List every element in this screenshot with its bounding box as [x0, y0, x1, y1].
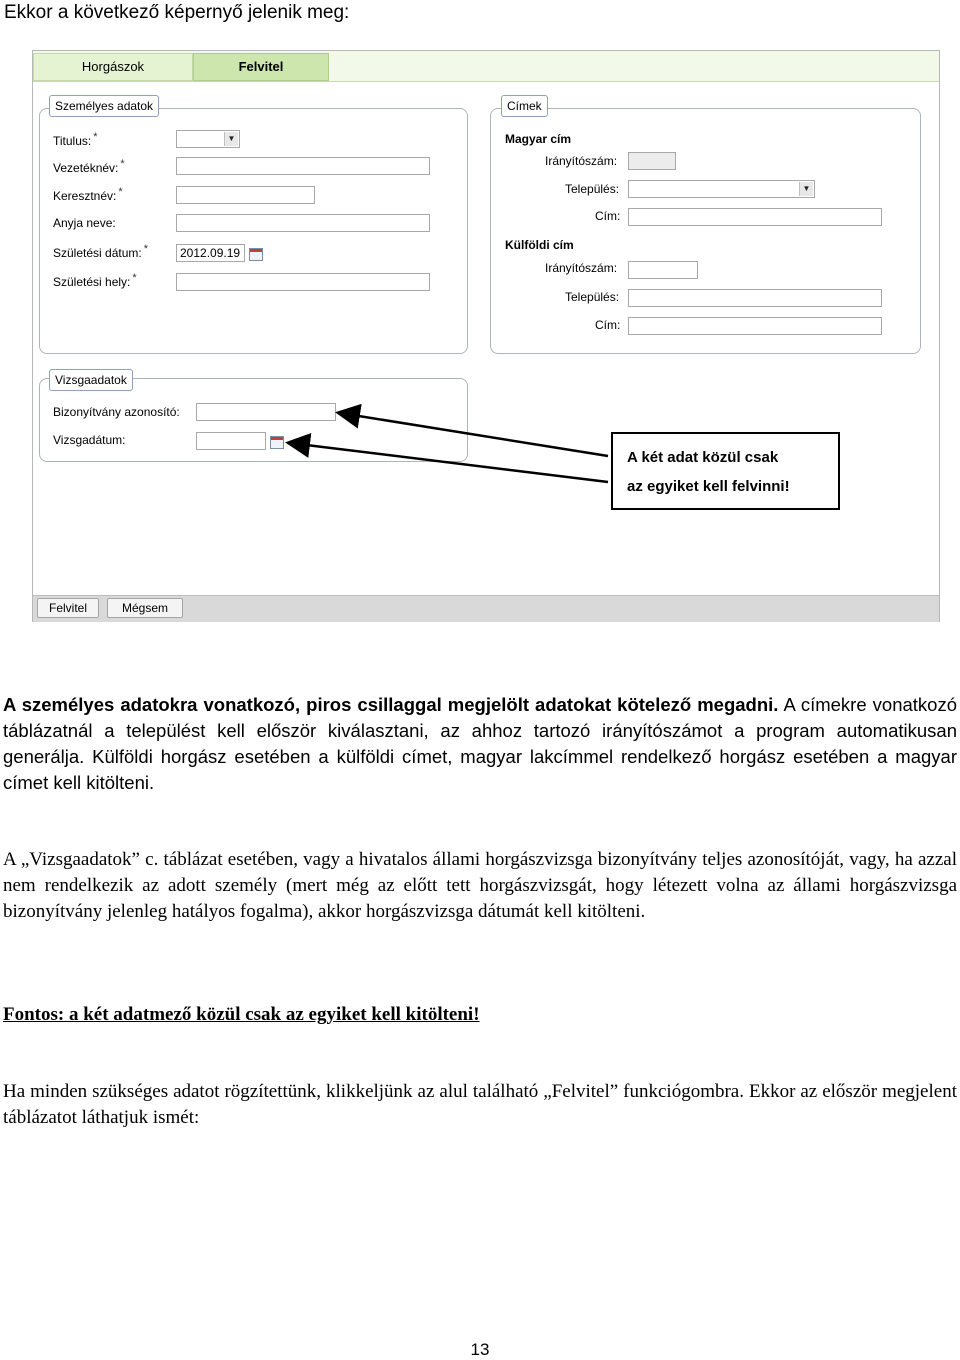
magyar-cim-heading: Magyar cím	[505, 132, 572, 146]
magyar-cim-label: Cím:	[595, 209, 621, 223]
kulfoldi-cim-heading: Külföldi cím	[505, 238, 574, 252]
annotation-callout	[611, 432, 840, 510]
felvitel-button[interactable]: Felvitel	[37, 598, 99, 618]
arrow-to-bizonyitvany	[340, 413, 608, 456]
page-number: 13	[470, 1340, 490, 1359]
tab-horgaszok[interactable]: Horgászok	[33, 53, 193, 81]
bizonyitvany-label: Bizonyítvány azonosító:	[53, 405, 180, 419]
required-star: *	[93, 131, 98, 143]
chevron-down-icon: ▼	[224, 132, 238, 146]
callout-line-2: az egyiket kell felvinni!	[627, 478, 790, 495]
kulfoldi-iranyitoszam-label: Irányítószám:	[545, 261, 618, 275]
chevron-down-icon: ▼	[799, 182, 813, 196]
paragraph-rest: A címekre vonatkozó táblázatnál a települést kell először kiválasztani, az ahhoz tartozó irányítószámot a program automatikusan generálja. Külföldi horgász esetében a külföldi címet, magyar lakcímmel rendelkező horgász esetében a magyar címet kell kitölteni.	[3, 694, 957, 793]
anyja-neve-label: Anyja neve:	[53, 216, 116, 230]
szuletesi-hely-label: Születési hely: *	[53, 272, 137, 289]
paragraph-important-note: Fontos: a két adatmező közül csak az egyiket kell kitölteni!	[3, 1004, 480, 1025]
paragraph-bold-sentence: A személyes adatokra vonatkozó, piros csillaggal megjelölt adatokat kötelező megadni.	[3, 694, 779, 715]
szuletesi-datum-label: Születési dátum: *	[53, 243, 148, 260]
tab-felvitel[interactable]: Felvitel	[193, 53, 329, 81]
paragraph-submit-instruction: Ha minden szükséges adatot rögzítettünk, klikkeljünk az alul található „Felvitel” funkciógombra. Ekkor az először megjelent táblázatot láthatjuk ismét:	[3, 1081, 957, 1128]
addresses-legend: Címek	[501, 95, 548, 117]
intro-text: Ekkor a következő képernyő jelenik meg:	[4, 2, 350, 23]
personal-data-legend: Személyes adatok	[49, 95, 159, 117]
kulfoldi-telepules-label: Település:	[565, 290, 620, 304]
magyar-iranyitoszam-label: Irányítószám:	[545, 154, 618, 168]
callout-line-1: A két adat közül csak	[627, 449, 779, 466]
exam-data-legend: Vizsgaadatok	[49, 369, 133, 391]
megsem-button[interactable]: Mégsem	[107, 598, 183, 618]
magyar-telepules-label: Település:	[565, 182, 620, 196]
paragraph-required-fields	[3, 692, 957, 796]
titulus-label: Titulus: *	[53, 131, 98, 148]
annotation-arrows	[0, 0, 960, 620]
keresztnev-label: Keresztnév: *	[53, 186, 123, 203]
kulfoldi-cim-label: Cím:	[595, 318, 621, 332]
vizsgadatum-label: Vizsgadátum:	[53, 433, 126, 447]
szuletesi-datum-field[interactable]: 2012.09.19	[176, 244, 245, 262]
vezeteknev-label: Vezetéknév: *	[53, 158, 125, 175]
paragraph-exam-data: A „Vizsgaadatok” c. táblázat esetében, vagy a hivatalos állami horgászvizsga bizonyítvány teljes azonosítóját, vagy, ha azzal nem rendelkezik az adott személy (mert még az előtt tett horgászvizsgát, hogy létezett volna az állami horgászvizsga bizonyítvány jelenleg hatályos fogalma), akkor horgászvizsga dátumát kell kitölteni.	[3, 849, 957, 922]
